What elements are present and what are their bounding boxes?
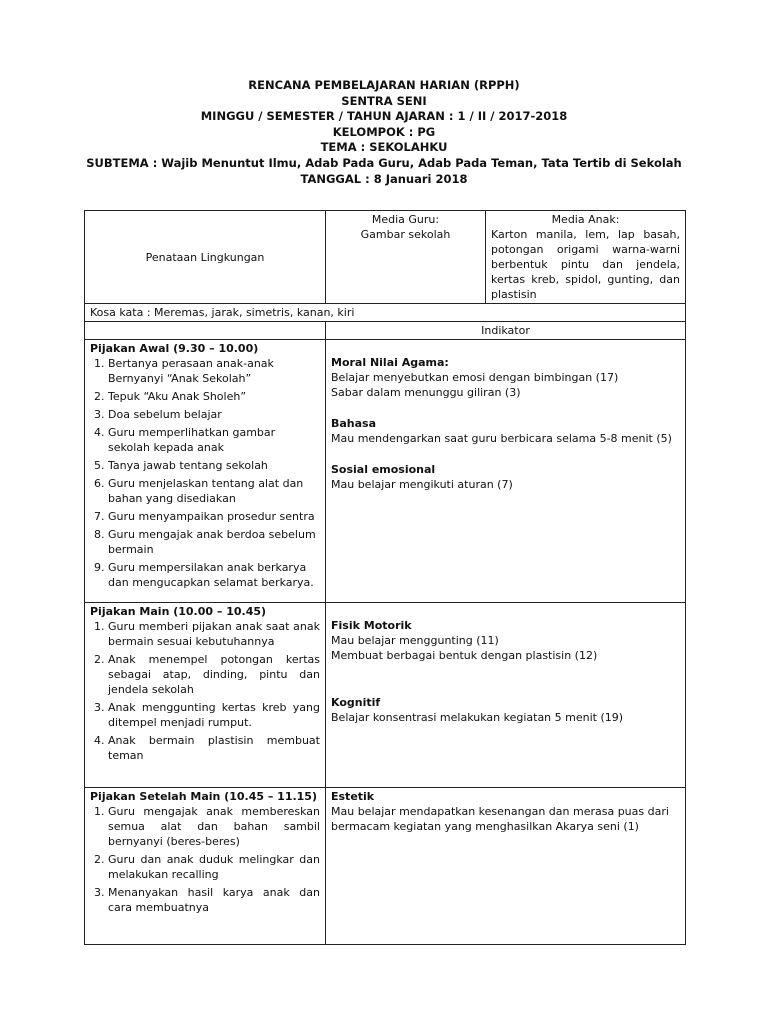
table-row: [85, 788, 686, 945]
kelompok-line: KELOMPOK : PG: [332, 124, 436, 139]
table-row: [85, 211, 686, 304]
indikator-line: Membuat berbagai bentuk dengan plastisin (12): [331, 649, 598, 662]
table-row: [85, 340, 686, 603]
indikator-block: [331, 695, 680, 725]
indikator-title: Fisik Motorik: [331, 619, 412, 632]
table-row: [85, 603, 686, 788]
indikator-block: [331, 618, 680, 663]
list-item: 5. Tanya jawab tentang sekolah: [108, 458, 320, 473]
indikator-block: [331, 355, 680, 400]
pijakan-main-list: [90, 619, 320, 763]
list-item: 7. Guru menyampaikan prosedur sentra: [108, 509, 320, 524]
list-item: 2. Anak menempel potongan kertas sebagai atap, dinding, pintu dan jendela sekolah: [108, 652, 320, 697]
kosa-kata: Kosa kata : Meremas, jarak, simetris, kanan, kiri: [90, 306, 355, 319]
indikator-line: Belajar menyebutkan emosi dengan bimbingan (17): [331, 371, 619, 384]
media-anak-label: Media Anak:: [551, 213, 620, 226]
doc-title: RENCANA PEMBELAJARAN HARIAN (RPPH): [248, 78, 520, 92]
sentra-line: SENTRA SENI: [341, 93, 427, 108]
minggu-line: MINGGU / SEMESTER / TAHUN AJARAN : 1 / II / 2017-2018: [200, 109, 568, 124]
list-item: 4. Anak bermain plastisin membuat teman: [108, 733, 320, 763]
list-item: 4. Guru memperlihatkan gambar sekolah kepada anak: [108, 425, 320, 455]
indikator-block: [331, 462, 680, 492]
media-anak-value: Karton manila, lem, lap basah, potongan origami warna-warni berbentuk pintu dan jendela, kertas kreb, spidol, gunting, dan plastisin: [491, 228, 680, 301]
media-guru-value: Gambar sekolah: [360, 228, 451, 241]
list-item: 3. Doa sebelum belajar: [108, 407, 320, 422]
media-anak-cell: [486, 211, 686, 304]
indikator-title: Bahasa: [331, 417, 377, 430]
indikator-line: Belajar konsentrasi melakukan kegiatan 5 menit (19): [331, 711, 624, 724]
indikator-title: Moral Nilai Agama:: [331, 356, 449, 369]
indikator-awal-cell: [326, 340, 686, 603]
indikator-title: Sosial emosional: [331, 463, 436, 476]
list-item: 8. Guru mengajak anak berdoa sebelum bermain: [108, 527, 320, 557]
list-item: 3. Menanyakan hasil karya anak dan cara membuatnya: [108, 885, 320, 915]
penataan-cell: [85, 211, 326, 304]
media-guru-label: Media Guru:: [371, 213, 440, 226]
list-item: 1. Guru mengajak anak membereskan semua alat dan bahan sambil bernyanyi (beres-beres): [108, 804, 320, 849]
pijakan-main-cell: [85, 603, 326, 788]
indikator-label: Indikator: [481, 324, 530, 337]
pijakan-setelah-list: [90, 804, 320, 915]
list-item: 6. Guru menjelaskan tentang alat dan bahan yang disediakan: [108, 476, 320, 506]
kosa-kata-cell: [85, 304, 686, 322]
list-item: 1. Bertanya perasaan anak-anak Bernyanyi “Anak Sekolah”: [108, 356, 320, 386]
list-item: 3. Anak menggunting kertas kreb yang ditempel menjadi rumput.: [108, 700, 320, 730]
indikator-block: [331, 789, 680, 834]
subtema-line: SUBTEMA : Wajib Menuntut Ilmu, Adab Pada Guru, Adab Pada Teman, Tata Tertib di Sekolah: [86, 155, 682, 170]
table-row: [85, 322, 686, 340]
list-item: 2. Guru dan anak duduk melingkar dan melakukan recalling: [108, 852, 320, 882]
empty-cell: [85, 322, 326, 340]
pijakan-awal-cell: [85, 340, 326, 603]
indikator-title: Estetik: [331, 790, 375, 803]
pijakan-setelah-title: Pijakan Setelah Main (10.45 – 11.15): [90, 790, 317, 803]
indikator-line: Mau belajar mendapatkan kesenangan dan merasa puas dari bermacam kegiatan yang menghasilkan Akarya seni (1): [331, 805, 669, 833]
indikator-title: Kognitif: [331, 696, 381, 709]
pijakan-awal-list: [90, 356, 320, 590]
pijakan-setelah-cell: [85, 788, 326, 945]
list-item: 2. Tepuk “Aku Anak Sholeh”: [108, 389, 320, 404]
list-item: 9. Guru mempersilakan anak berkarya dan mengucapkan selamat berkarya.: [108, 560, 320, 590]
indikator-line: Mau mendengarkan saat guru berbicara selama 5-8 menit (5): [331, 432, 672, 445]
penataan-label: Penataan Lingkungan: [145, 250, 265, 264]
indikator-line: Sabar dalam menunggu giliran (3): [331, 386, 521, 399]
list-item: 1. Guru memberi pijakan anak saat anak bermain sesuai kebutuhannya: [108, 619, 320, 649]
tanggal-line: TANGGAL : 8 Januari 2018: [300, 171, 468, 186]
indikator-main-cell: [326, 603, 686, 788]
indikator-header-cell: [326, 322, 686, 340]
tema-line: TEMA : SEKOLAHKU: [320, 140, 448, 155]
pijakan-awal-title: Pijakan Awal (9.30 – 10.00): [90, 342, 259, 355]
indikator-setelah-cell: [326, 788, 686, 945]
pijakan-main-title: Pijakan Main (10.00 – 10.45): [90, 605, 267, 618]
table-row: [85, 304, 686, 322]
indikator-block: [331, 416, 680, 446]
media-guru-cell: [326, 211, 486, 304]
document-header: [0, 78, 768, 187]
rpph-table: [84, 210, 686, 945]
indikator-line: Mau belajar menggunting (11): [331, 634, 499, 647]
indikator-line: Mau belajar mengikuti aturan (7): [331, 478, 513, 491]
